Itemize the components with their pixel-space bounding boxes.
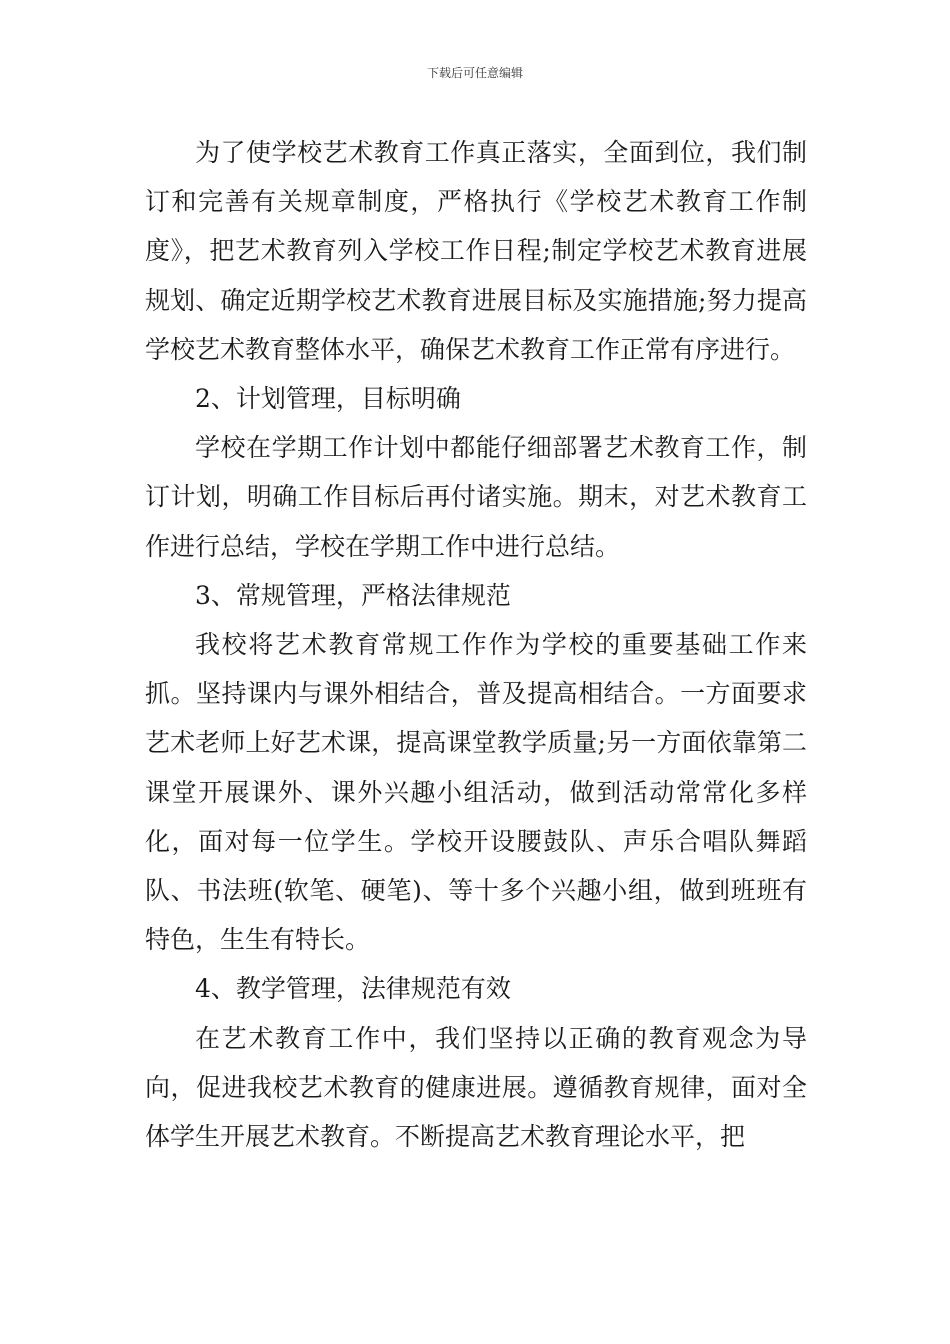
- section-heading-plan-management: 2、计划管理，目标明确: [195, 384, 461, 414]
- paragraph-intro: 为了使学校艺术教育工作真正落实，全面到位，我们制订和完善有关规章制度，严格执行《学校艺术教育工作制度》，把艺术教育列入学校工作日程;制定学校艺术教育进展规划、确定近期学校艺术教育进展目标及实施措施;努力提高学校艺术教育整体水平，确保艺术教育工作正常有序进行。: [145, 138, 807, 364]
- paragraph-plan-management: 学校在学期工作计划中都能仔细部署艺术教育工作，制订计划，明确工作目标后再付诸实施。期末，对艺术教育工作进行总结，学校在学期工作中进行总结。: [145, 433, 807, 561]
- page-header: 下载后可任意编辑: [426, 66, 523, 80]
- document-body: [145, 128, 807, 1161]
- paragraph-routine-management: 我校将艺术教育常规工作作为学校的重要基础工作来抓。坚持课内与课外相结合，普及提高相结合。一方面要求艺术老师上好艺术课，提高课堂教学质量;另一方面依靠第二课堂开展课外、课外兴趣小组活动，做到活动常常化多样化，面对每一位学生。学校开设腰鼓队、声乐合唱队舞蹈队、书法班(软笔、硬笔)、等十多个兴趣小组，做到班班有特色，生生有特长。: [145, 630, 807, 955]
- section-heading-routine-management: 3、常规管理，严格法律规范: [195, 580, 511, 610]
- section-heading-teaching-management: 4、教学管理，法律规范有效: [195, 974, 511, 1004]
- paragraph-teaching-management: 在艺术教育工作中，我们坚持以正确的教育观念为导向，促进我校艺术教育的健康进展。遵循教育规律，面对全体学生开展艺术教育。不断提高艺术教育理论水平，把: [145, 1023, 807, 1152]
